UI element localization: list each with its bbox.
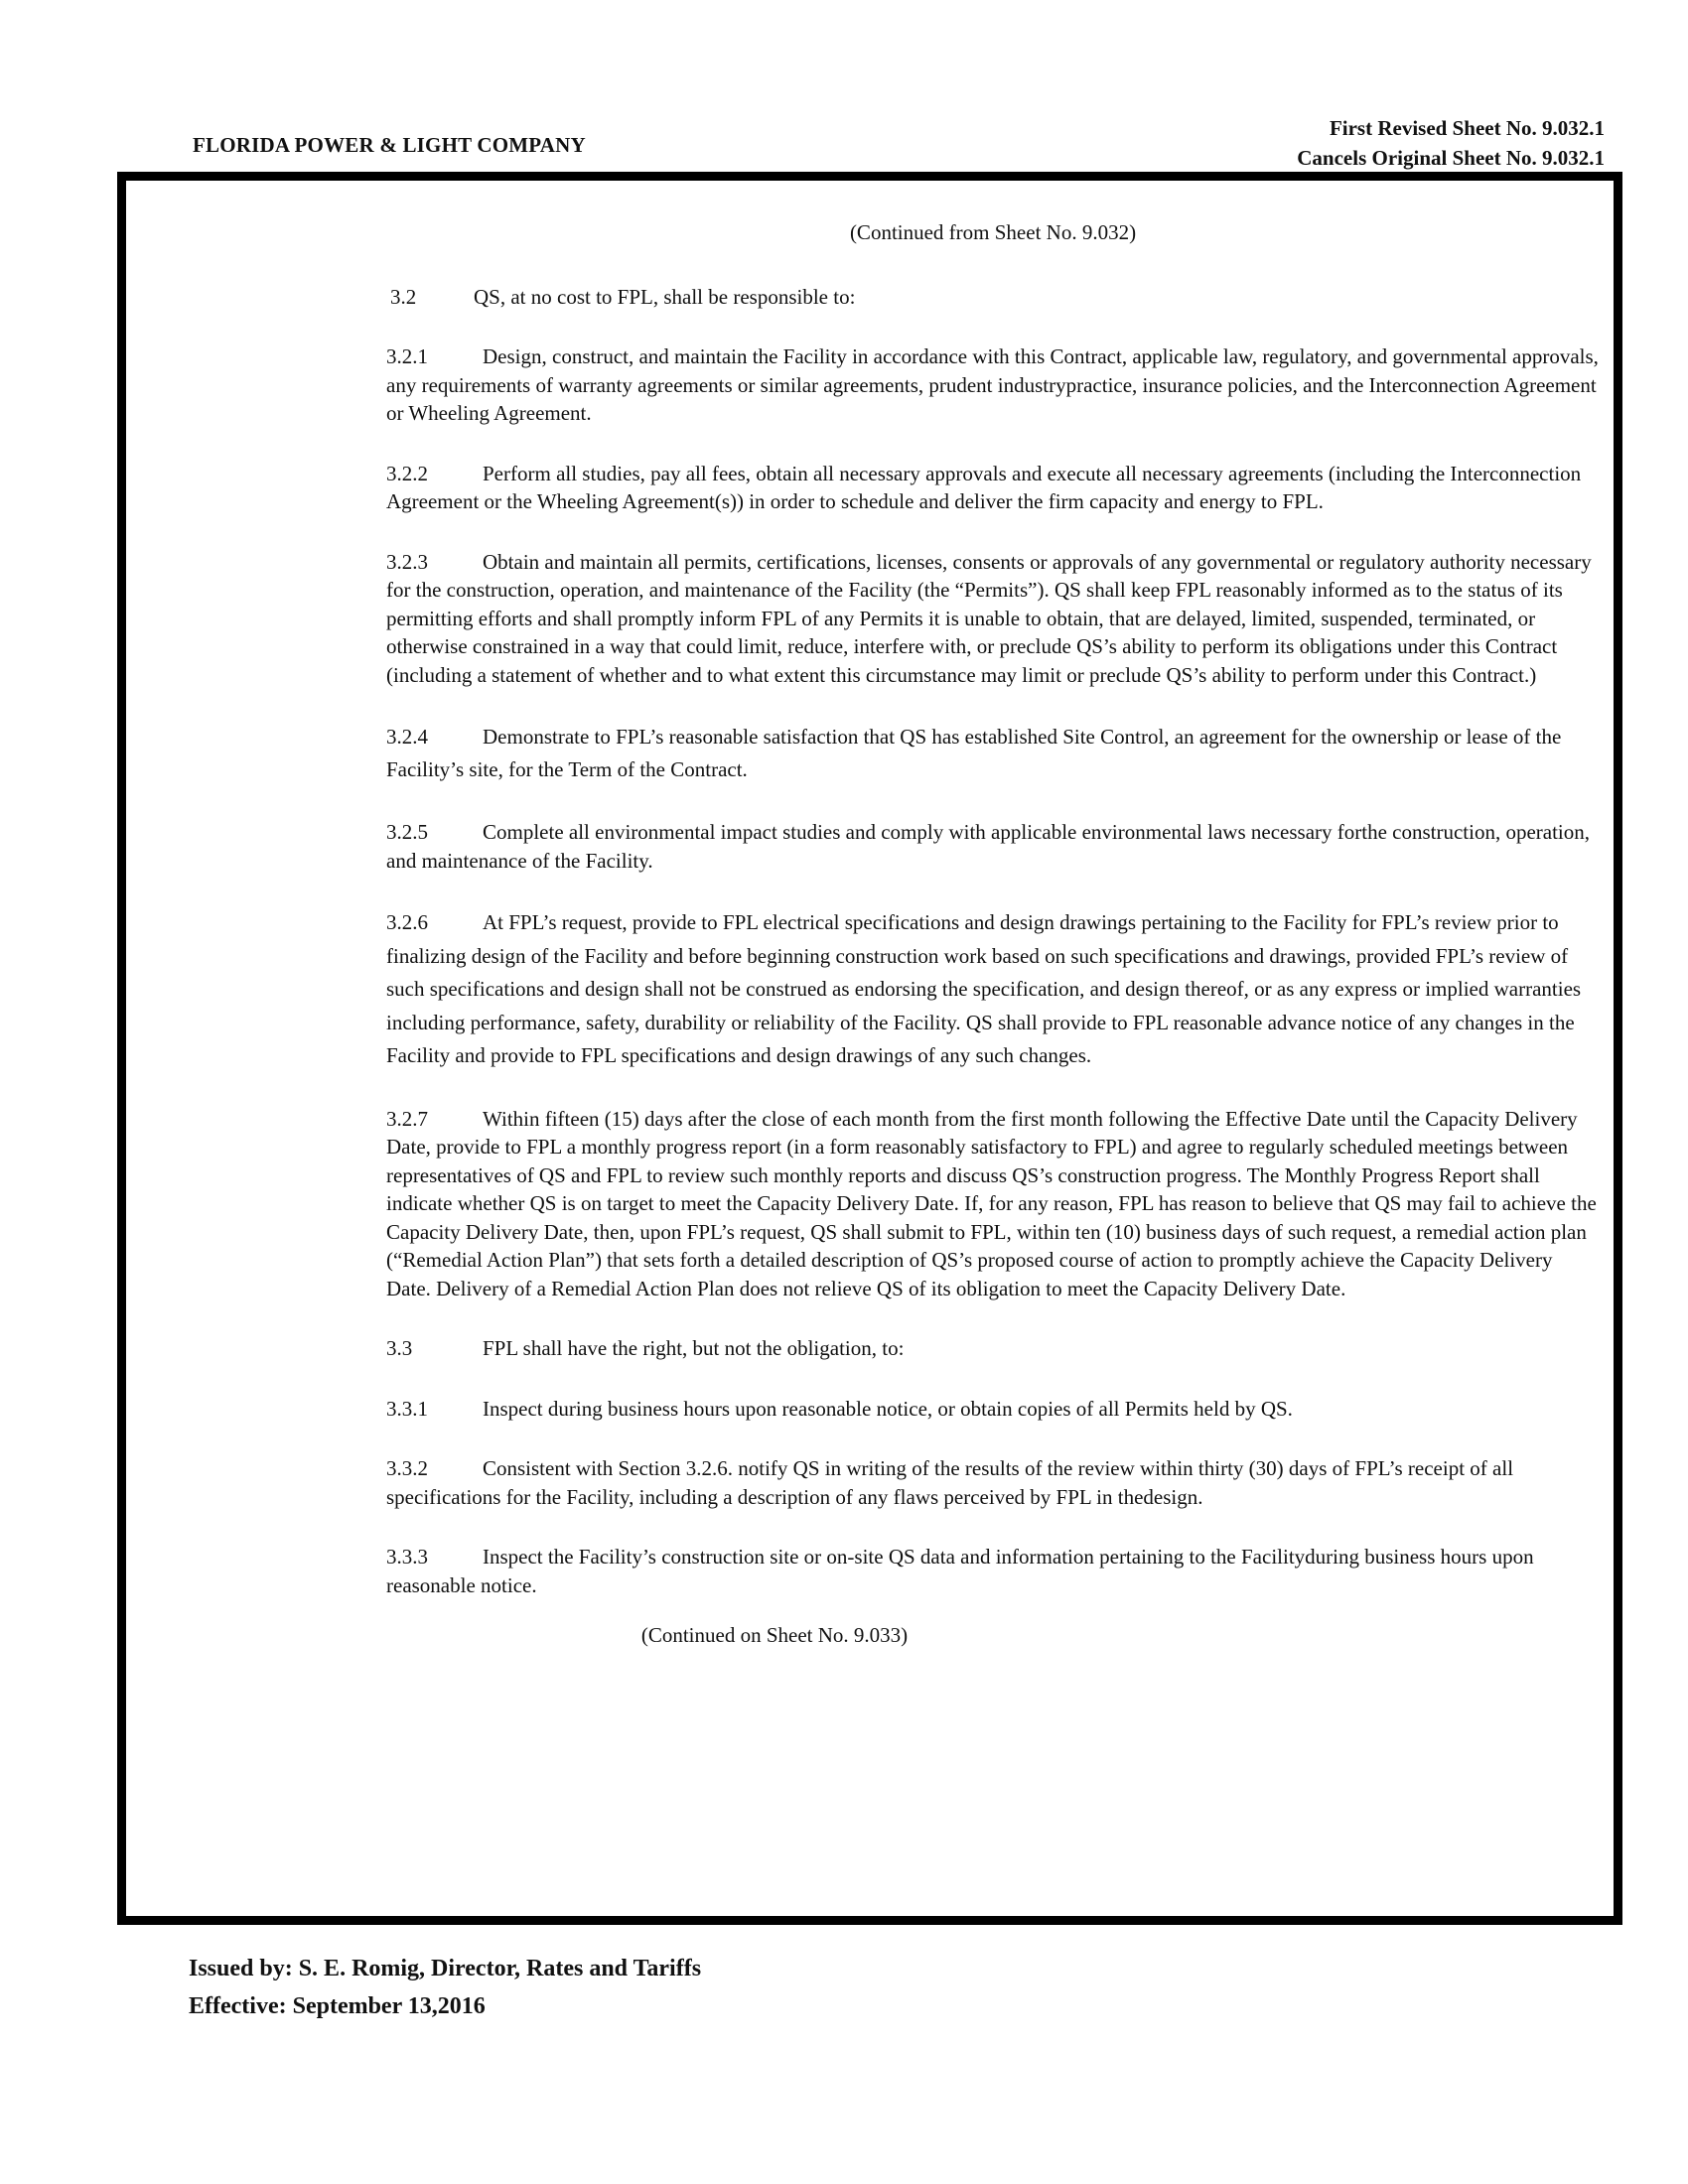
section-number: 3.2.1 [386,344,428,368]
section-3-2 [386,283,1600,312]
issuance-footer [189,1950,701,2025]
section-3-2-5 [386,818,1600,875]
section-number: 3.2.6 [386,910,428,934]
section-3-3-1 [386,1395,1600,1424]
section-text: Obtain and maintain all permits, certifications, licenses, consents or approvals of any governmental or regulatory authority necessary for the construction, operation, and maintenance of the Facility (the “Permits”). QS shall keep FPL reasonably informed as to the status of its permitting efforts and shall promptly inform FPL of any Permits it is unable to obtain, that are delayed, limited, suspended, terminated, or otherwise constrained in a way that could limit, reduce, interfere with, or preclude QS’s ability to perform its obligations under this Contract (including a statement of whether and to what extent this circumstance may limit or preclude QS’s ability to perform under this Contract.) [386,549,1592,687]
section-number: 3.3.3 [386,1545,428,1569]
company-name: FLORIDA POWER & LIGHT COMPANY [193,133,586,157]
section-3-2-6 [386,906,1600,1073]
section-text: FPL shall have the right, but not the obligation, to: [483,1336,905,1360]
section-number: 3.3.2 [386,1456,428,1480]
section-text: Within fifteen (15) days after the close of each month from the first month following the Effective Date until the Capacity Delivery Date, provide to FPL a monthly progress report (in a form reasonably satisfactory to FPL) and agree to regularly scheduled meetings between representatives of QS and FPL to review such monthly reports and discuss QS’s construction progress. The Monthly Progress Report shall indicate whether QS is on target to meet the Capacity Delivery Date. If, for any reason, FPL has reason to believe that QS may fail to achieve the Capacity Delivery Date, then, upon FPL’s request, QS shall submit to FPL, within ten (10) business days of such request, a remedial action plan (“Remedial Action Plan”) that sets forth a detailed description of QS’s proposed course of action to promptly achieve the Capacity Delivery Date. Delivery of a Remedial Action Plan does not relieve QS of its obligation to meet the Capacity Delivery Date. [386,1106,1597,1300]
section-3-3-2 [386,1454,1600,1511]
section-number: 3.2.4 [386,725,428,749]
section-text: QS, at no cost to FPL, shall be responsible to: [474,284,856,309]
issued-by: Issued by: S. E. Romig, Director, Rates and Tariffs [189,1956,702,1981]
section-3-2-3 [386,548,1600,690]
section-3-3-3 [386,1543,1600,1599]
sheet-cancels-line: Cancels Original Sheet No. 9.032.1 [1297,146,1605,170]
section-3-2-4 [386,721,1600,786]
section-text: Demonstrate to FPL’s reasonable satisfaction that QS has established Site Control, an agreement for the ownership or lease of the Facility’s site, for the Term of the Contract. [386,725,1562,781]
section-text: At FPL’s request, provide to FPL electrical specifications and design drawings pertaining to the Facility for FPL’s review prior to finalizing design of the Facility and before beginning construction work based on such specifications and drawings, provided FPL’s review of such specifications and design shall not be construed as endorsing the specification, and design thereof, or as any express or implied warranties including performance, safety, durability or reliability of the Facility. QS shall provide to FPL reasonable advance notice of any changes in the Facility and provide to FPL specifications and design drawings of any such changes. [386,910,1582,1067]
section-number: 3.2.5 [386,820,428,844]
section-text: Inspect the Facility’s construction site or on-site QS data and information pertaining to the Facilityduring business hours upon reasonable notice. [386,1545,1534,1597]
tariff-sheet-body [386,218,1600,1650]
sheet-revision-line: First Revised Sheet No. 9.032.1 [1329,116,1605,140]
section-text: Perform all studies, pay all fees, obtain all necessary approvals and execute all necessary agreements (including the Interconnection Agreement or the Wheeling Agreement(s)) in order to schedule and deliver the firm capacity and energy to FPL. [386,461,1582,513]
section-number: 3.2 [390,284,417,309]
section-number: 3.2.2 [386,461,428,485]
section-number: 3.2.3 [386,549,428,574]
section-3-3 [386,1334,1600,1363]
section-text: Consistent with Section 3.2.6. notify QS in writing of the results of the review within thirty (30) days of FPL’s receipt of all specifications for the Facility, including a description of any flaws perceived by FPL in thedesign. [386,1456,1514,1509]
continued-on-note: (Continued on Sheet No. 9.033) [640,1623,909,1647]
effective-date: Effective: September 13,2016 [189,1993,486,2019]
section-3-2-1 [386,342,1600,428]
section-number: 3.3 [386,1336,413,1360]
continued-from-note: (Continued from Sheet No. 9.032) [849,220,1137,244]
section-3-2-2 [386,460,1600,516]
section-text: Complete all environmental impact studies and comply with applicable environmental laws necessary forthe construction, operation, and maintenance of the Facility. [386,820,1591,873]
section-text: Design, construct, and maintain the Facility in accordance with this Contract, applicable law, regulatory, and governmental approvals, any requirements of warranty agreements or similar agreements, prudent industrypractice, insurance policies, and the Interconnection Agreement or Wheeling Agreement. [386,344,1599,425]
section-number: 3.2.7 [386,1106,428,1131]
section-3-2-7 [386,1105,1600,1303]
sheet-reference [1297,113,1605,173]
section-number: 3.3.1 [386,1396,428,1421]
section-text: Inspect during business hours upon reasonable notice, or obtain copies of all Permits held by QS. [483,1396,1293,1421]
